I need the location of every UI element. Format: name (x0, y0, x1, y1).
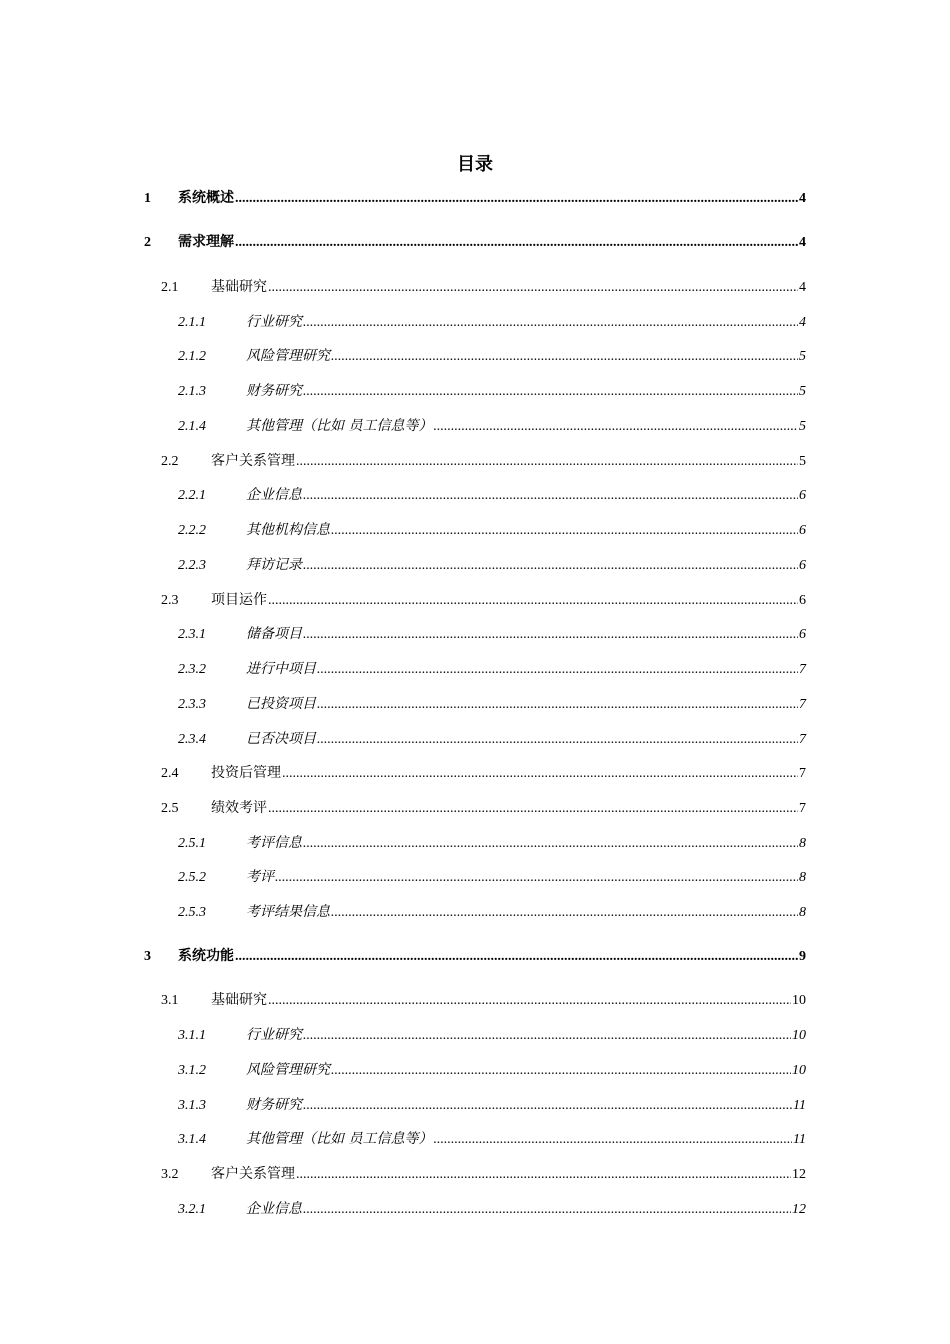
toc-entry-page: 6 (799, 593, 806, 608)
toc-entry-text: 其他机构信息 (246, 522, 330, 538)
toc-entry-number: 3.1.1 (178, 1028, 206, 1043)
toc-entry-page: 5 (799, 384, 806, 399)
toc-entry-number: 2.5 (161, 801, 179, 816)
toc-entry[interactable] (161, 450, 806, 470)
toc-entry-text: 财务研究 (246, 383, 302, 399)
toc-dot-leader (433, 419, 798, 435)
toc-entry-text: 已投资项目 (246, 696, 316, 712)
toc-entry-number: 2.3 (161, 593, 179, 608)
toc-dot-leader (275, 870, 798, 886)
toc-entry-number: 2.1.2 (178, 349, 206, 364)
toc-entry[interactable] (178, 519, 806, 539)
toc-dot-leader (296, 1167, 791, 1183)
toc-entry-page: 4 (799, 280, 806, 295)
toc-entry-text: 行业研究 (246, 1027, 302, 1043)
toc-entry-page: 5 (799, 454, 806, 469)
toc-entry-page: 6 (799, 627, 806, 642)
toc-entry-text: 项目运作 (211, 592, 267, 608)
toc-entry-page: 7 (799, 801, 806, 816)
toc-entry-number: 2.2.1 (178, 488, 206, 503)
toc-dot-leader (282, 766, 798, 782)
toc-entry-text: 财务研究 (246, 1097, 302, 1113)
toc-entry[interactable] (178, 1024, 806, 1044)
toc-entry[interactable] (144, 187, 806, 207)
toc-entry-number: 2.2 (161, 454, 179, 469)
toc-entry-page: 10 (792, 1028, 806, 1043)
toc-entry[interactable] (161, 1163, 806, 1183)
toc-dot-leader (303, 315, 798, 331)
toc-entry-page: 7 (799, 732, 806, 747)
toc-entry-number: 2.3.1 (178, 627, 206, 642)
toc-entry[interactable] (178, 554, 806, 574)
toc-entry-page: 5 (799, 349, 806, 364)
toc-dot-leader (331, 349, 798, 365)
toc-entry-text: 拜访记录 (246, 557, 302, 573)
toc-entry-number: 3.2.1 (178, 1202, 206, 1217)
toc-entry-number: 3.1.2 (178, 1063, 206, 1078)
toc-entry[interactable] (178, 832, 806, 852)
toc-entry-text: 基础研究 (211, 992, 267, 1008)
toc-dot-leader (303, 1098, 792, 1114)
toc-entry-number: 3.1.3 (178, 1098, 206, 1113)
toc-entry-text: 客户关系管理 (211, 1166, 295, 1182)
toc-entry-number: 2.5.1 (178, 836, 206, 851)
toc-entry-text: 企业信息 (246, 1201, 302, 1217)
toc-entry-text: 已否决项目 (246, 731, 316, 747)
toc-entry-text: 储备项目 (246, 626, 302, 642)
toc-entry[interactable] (178, 345, 806, 365)
toc-dot-leader (235, 235, 798, 251)
toc-entry-text: 系统功能 (178, 948, 234, 964)
toc-entry-number: 2.1.3 (178, 384, 206, 399)
toc-entry-page: 12 (792, 1202, 806, 1217)
toc-title: 目录 (457, 154, 493, 175)
toc-entry[interactable] (178, 484, 806, 504)
toc-entry-page: 7 (799, 766, 806, 781)
toc-entry-page: 8 (799, 836, 806, 851)
toc-dot-leader (303, 558, 798, 574)
toc-dot-leader (303, 627, 798, 643)
toc-entry[interactable] (178, 415, 806, 435)
toc-entry[interactable] (178, 380, 806, 400)
toc-dot-leader (268, 593, 798, 609)
toc-entry-text: 其他管理（比如 员工信息等） (246, 1131, 433, 1147)
toc-dot-leader (331, 523, 798, 539)
toc-entry-text: 其他管理（比如 员工信息等） (246, 418, 433, 434)
toc-entry-page: 10 (792, 1063, 806, 1078)
toc-entry[interactable] (178, 866, 806, 886)
toc-entry[interactable] (178, 1198, 806, 1218)
toc-entry-page: 4 (799, 315, 806, 330)
toc-dot-leader (303, 488, 798, 504)
toc-dot-leader (331, 1063, 791, 1079)
toc-entry[interactable] (161, 989, 806, 1009)
toc-dot-leader (303, 836, 798, 852)
toc-entry-text: 行业研究 (246, 314, 302, 330)
toc-dot-leader (317, 697, 798, 713)
toc-entry-number: 2.3.2 (178, 662, 206, 677)
toc-entry-page: 11 (793, 1098, 806, 1113)
toc-entry-text: 考评结果信息 (246, 904, 330, 920)
toc-entry-number: 2.1 (161, 280, 179, 295)
toc-entry[interactable] (178, 1094, 806, 1114)
toc-entry-text: 考评 (246, 869, 274, 885)
toc-entry-number: 3.1 (161, 993, 179, 1008)
toc-entry-page: 11 (793, 1132, 806, 1147)
toc-entry[interactable] (178, 1128, 806, 1148)
toc-entry-text: 需求理解 (178, 234, 234, 250)
toc-entry[interactable] (144, 945, 806, 965)
toc-entry-number: 2.3.4 (178, 732, 206, 747)
toc-entry-number: 2.3.3 (178, 697, 206, 712)
toc-entry[interactable] (161, 589, 806, 609)
toc-entry-text: 系统概述 (178, 190, 234, 206)
toc-entry-page: 6 (799, 558, 806, 573)
toc-entry-page: 6 (799, 488, 806, 503)
toc-dot-leader (317, 732, 798, 748)
toc-entry[interactable] (178, 693, 806, 713)
toc-dot-leader (303, 1202, 791, 1218)
toc-dot-leader (303, 384, 798, 400)
toc-entry[interactable] (161, 276, 806, 296)
toc-dot-leader (303, 1028, 791, 1044)
toc-entry-number: 3.1.4 (178, 1132, 206, 1147)
toc-entry-page: 7 (799, 662, 806, 677)
toc-entry[interactable] (161, 762, 806, 782)
toc-entry-page: 8 (799, 905, 806, 920)
toc-entry-number: 2.1.4 (178, 419, 206, 434)
toc-entry-page: 9 (799, 949, 806, 964)
toc-entry-number: 2.1.1 (178, 315, 206, 330)
toc-entry-text: 风险管理研究 (246, 348, 330, 364)
toc-dot-leader (296, 454, 798, 470)
toc-entry-page: 10 (792, 993, 806, 1008)
toc-entry-number: 2.4 (161, 766, 179, 781)
toc-entry-number: 2.5.3 (178, 905, 206, 920)
toc-entry[interactable] (161, 797, 806, 817)
toc-entry-number: 2.2.2 (178, 523, 206, 538)
toc-entry-page: 4 (799, 191, 806, 206)
toc-entry[interactable] (178, 658, 806, 678)
toc-entry[interactable] (178, 311, 806, 331)
toc-entry-text: 投资后管理 (211, 765, 281, 781)
toc-dot-leader (235, 949, 798, 965)
toc-entry-page: 8 (799, 870, 806, 885)
toc-entry[interactable] (178, 1059, 806, 1079)
toc-entry-text: 企业信息 (246, 487, 302, 503)
toc-entry-page: 12 (792, 1167, 806, 1182)
toc-entry-text: 基础研究 (211, 279, 267, 295)
toc-entry-text: 进行中项目 (246, 661, 316, 677)
toc-entry-number: 2 (144, 235, 151, 250)
toc-entry-text: 考评信息 (246, 835, 302, 851)
toc-dot-leader (433, 1132, 792, 1148)
toc-dot-leader (268, 993, 791, 1009)
toc-dot-leader (331, 905, 798, 921)
toc-entry[interactable] (144, 231, 806, 251)
toc-entry-page: 7 (799, 697, 806, 712)
toc-entry-number: 1 (144, 191, 151, 206)
toc-entry-number: 2.2.3 (178, 558, 206, 573)
toc-entry-text: 绩效考评 (211, 800, 267, 816)
toc-entry-text: 风险管理研究 (246, 1062, 330, 1078)
toc-entry-page: 4 (799, 235, 806, 250)
toc-entry[interactable] (178, 728, 806, 748)
toc-dot-leader (268, 280, 798, 296)
toc-dot-leader (317, 662, 798, 678)
toc-entry-page: 5 (799, 419, 806, 434)
toc-dot-leader (268, 801, 798, 817)
toc-entry-number: 3 (144, 949, 151, 964)
toc-entry-number: 2.5.2 (178, 870, 206, 885)
toc-entry-text: 客户关系管理 (211, 453, 295, 469)
toc-dot-leader (235, 191, 798, 207)
toc-entry-page: 6 (799, 523, 806, 538)
toc-entry[interactable] (178, 901, 806, 921)
toc-entry[interactable] (178, 623, 806, 643)
toc-entry-number: 3.2 (161, 1167, 179, 1182)
